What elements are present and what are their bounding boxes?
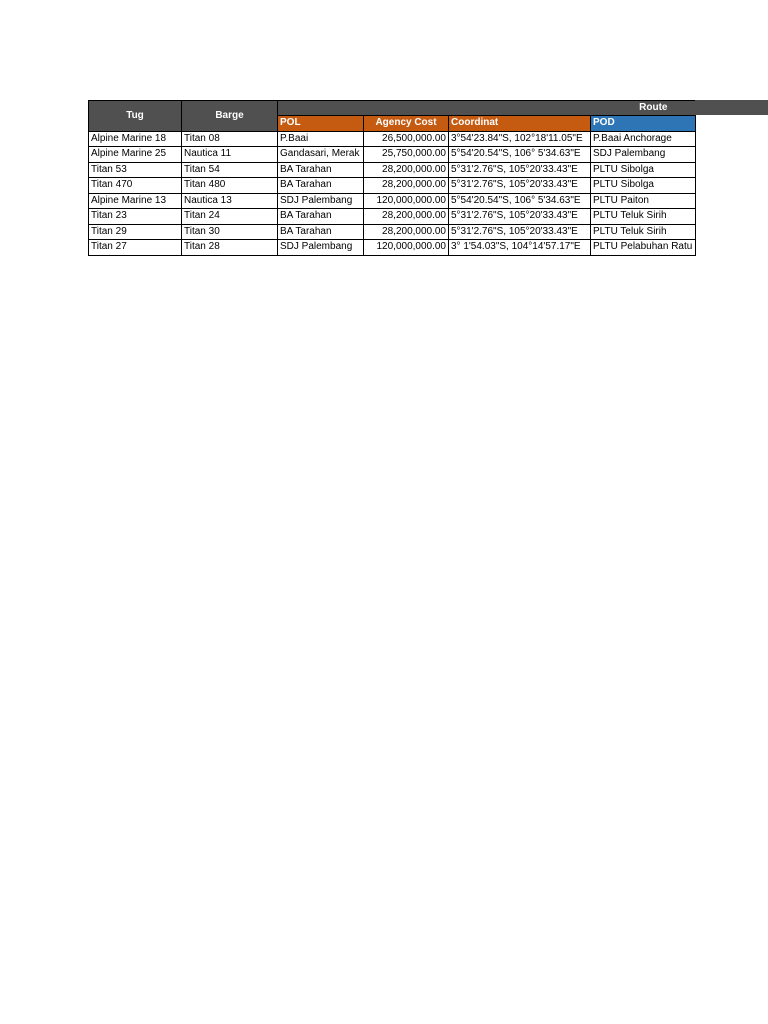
cell-coordinat[interactable]: 5°31'2.76"S, 105°20'33.43"E	[449, 209, 591, 225]
cell-pod[interactable]: PLTU Paiton	[591, 193, 696, 209]
cell-barge[interactable]: Titan 480	[182, 178, 278, 194]
cell-pod[interactable]: PLTU Pelabuhan Ratu	[591, 240, 696, 256]
cell-coordinat[interactable]: 5°54'20.54"S, 106° 5'34.63"E	[449, 147, 591, 163]
cell-tug[interactable]: Alpine Marine 13	[89, 193, 182, 209]
cell-coordinat[interactable]: 5°31'2.76"S, 105°20'33.43"E	[449, 178, 591, 194]
vessel-route-table	[88, 100, 696, 256]
cell-pol[interactable]: BA Tarahan	[278, 162, 364, 178]
cell-agency-cost[interactable]: 26,500,000.00	[364, 131, 449, 147]
cell-pod[interactable]: SDJ Palembang	[591, 147, 696, 163]
column-header-barge[interactable]: Barge	[182, 101, 278, 132]
table-row	[89, 193, 696, 209]
cell-pol[interactable]: Gandasari, Merak	[278, 147, 364, 163]
cell-agency-cost[interactable]: 28,200,000.00	[364, 209, 449, 225]
cell-coordinat[interactable]: 3° 1'54.03"S, 104°14'57.17"E	[449, 240, 591, 256]
cell-agency-cost[interactable]: 120,000,000.00	[364, 240, 449, 256]
cell-barge[interactable]: Nautica 13	[182, 193, 278, 209]
cell-agency-cost[interactable]: 28,200,000.00	[364, 178, 449, 194]
column-header-route[interactable]: Route	[278, 101, 696, 116]
column-header-pod[interactable]: POD	[591, 116, 696, 132]
cell-pol[interactable]: SDJ Palembang	[278, 240, 364, 256]
cell-agency-cost[interactable]: 25,750,000.00	[364, 147, 449, 163]
cell-pod[interactable]: PLTU Sibolga	[591, 178, 696, 194]
cell-pol[interactable]: BA Tarahan	[278, 178, 364, 194]
column-header-pol[interactable]: POL	[278, 116, 364, 132]
cell-pol[interactable]: BA Tarahan	[278, 209, 364, 225]
cell-barge[interactable]: Titan 28	[182, 240, 278, 256]
cell-pol[interactable]: BA Tarahan	[278, 224, 364, 240]
cell-tug[interactable]: Titan 23	[89, 209, 182, 225]
table-row	[89, 178, 696, 194]
column-header-coordinat[interactable]: Coordinat	[449, 116, 591, 132]
cell-coordinat[interactable]: 5°31'2.76"S, 105°20'33.43"E	[449, 224, 591, 240]
cell-barge[interactable]: Titan 08	[182, 131, 278, 147]
table-row	[89, 162, 696, 178]
cell-tug[interactable]: Titan 470	[89, 178, 182, 194]
cell-coordinat[interactable]: 5°31'2.76"S, 105°20'33.43"E	[449, 162, 591, 178]
table-row	[89, 209, 696, 225]
cell-pod[interactable]: P.Baai Anchorage	[591, 131, 696, 147]
cell-barge[interactable]: Titan 54	[182, 162, 278, 178]
cell-agency-cost[interactable]: 28,200,000.00	[364, 162, 449, 178]
cell-tug[interactable]: Alpine Marine 18	[89, 131, 182, 147]
cell-pod[interactable]: PLTU Teluk Sirih	[591, 224, 696, 240]
cell-tug[interactable]: Titan 29	[89, 224, 182, 240]
cell-pol[interactable]: P.Baai	[278, 131, 364, 147]
cell-tug[interactable]: Titan 27	[89, 240, 182, 256]
route-header-extension	[695, 100, 768, 115]
cell-pod[interactable]: PLTU Sibolga	[591, 162, 696, 178]
cell-tug[interactable]: Alpine Marine 25	[89, 147, 182, 163]
cell-tug[interactable]: Titan 53	[89, 162, 182, 178]
cell-barge[interactable]: Titan 30	[182, 224, 278, 240]
cell-coordinat[interactable]: 5°54'20.54"S, 106° 5'34.63"E	[449, 193, 591, 209]
header-row-top	[89, 101, 696, 116]
table-row	[89, 224, 696, 240]
cell-agency-cost[interactable]: 120,000,000.00	[364, 193, 449, 209]
column-header-agency-cost[interactable]: Agency Cost	[364, 116, 449, 132]
cell-pod[interactable]: PLTU Teluk Sirih	[591, 209, 696, 225]
column-header-tug[interactable]: Tug	[89, 101, 182, 132]
table-row	[89, 131, 696, 147]
spreadsheet-sheet	[88, 100, 696, 256]
cell-barge[interactable]: Titan 24	[182, 209, 278, 225]
cell-agency-cost[interactable]: 28,200,000.00	[364, 224, 449, 240]
table-row	[89, 147, 696, 163]
cell-pol[interactable]: SDJ Palembang	[278, 193, 364, 209]
cell-coordinat[interactable]: 3°54'23.84"S, 102°18'11.05"E	[449, 131, 591, 147]
table-row	[89, 240, 696, 256]
cell-barge[interactable]: Nautica 11	[182, 147, 278, 163]
